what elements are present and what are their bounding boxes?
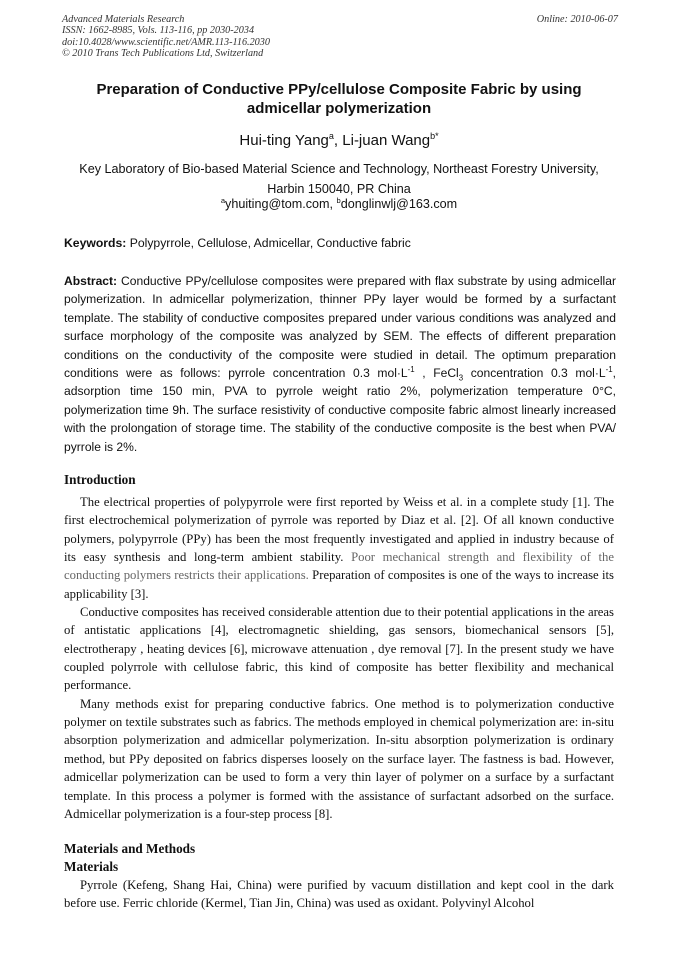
author-separator: , [333, 132, 343, 149]
author-name: Li-juan Wang [342, 132, 431, 149]
issn-line: ISSN: 1662-8985, Vols. 113-116, pp 2030-2034 [62, 25, 255, 37]
abstract-text: concentration 0.3 mol·L [463, 366, 606, 381]
author-list [64, 131, 614, 151]
email-separator: , [329, 197, 337, 211]
online-date: Online: 2010-06-07 [536, 14, 618, 25]
email-link[interactable]: yhuiting@tom.com [225, 197, 330, 211]
introduction-body [64, 493, 614, 823]
abstract-text: , adsorption time 150 min, PVA to pyrrole weight ratio 2%, polymerization temperature 0°C, polymerization time 9h. The surface resistivity of conductive composite fabric almost linearly increased with the prolongation of storage time. The stability of the conductive composite is the best when PVA/ pyrrole is 2%. [64, 366, 616, 454]
introduction-heading: Introduction [64, 472, 136, 487]
methods-heading: Materials and Methods [64, 841, 196, 856]
author-emails [64, 195, 614, 214]
author-affiliation-mark: a [328, 131, 334, 141]
paragraph-text: Preparation of composites is one of the ways to increase its applicability [3]. [64, 568, 614, 601]
paragraph: Conductive composites has received considerable attention due to their potential applications in the areas of antistatic applications [4], electromagnetic shielding, gas sensors, biomechanical sensors [5], electrotherapy , heating devices [6], microwave attenuation , dye removal [7]. In the present study we have coupled polyrrole with cellulose fabric, this kind of composite has better flexibility and mechanical performance. [64, 605, 614, 693]
paragraph-text: The electrical properties of polypyrrole were first reported by Weiss et al. in a complete study [1]. The first electrochemical polymerization of pyrrole was reported by Diaz et al. [2]. Of all known conductive polymers, polypyrrole (PPy) has been the most frequently investigated and applied in industry because of its easy synthesis and long-term ambient stability. [64, 495, 614, 565]
affiliation-line: Key Laboratory of Bio-based Material Science and Technology, Northeast Forestry University, [79, 162, 599, 176]
abstract-superscript: -1 [605, 365, 613, 374]
materials-subheading: Materials [64, 859, 119, 874]
doi-line: doi:10.4028/www.scientific.net/AMR.113-116.2030 [62, 36, 270, 48]
email-mark: a [220, 195, 226, 205]
materials-body [64, 876, 614, 913]
keywords-text: Polypyrrole, Cellulose, Admicellar, Conductive fabric [129, 236, 411, 250]
keywords-label: Keywords: [64, 236, 127, 250]
abstract-label: Abstract: [64, 274, 118, 288]
affiliation [64, 160, 614, 199]
paragraph [64, 493, 614, 603]
email-mark: b [336, 195, 341, 205]
abstract-block [64, 272, 616, 456]
affiliation-line: Harbin 150040, PR China [267, 181, 411, 196]
paper-title: Preparation of Conductive PPy/cellulose Composite Fabric by using admicellar polymerization [96, 81, 582, 117]
author-affiliation-mark: b* [430, 131, 439, 141]
keywords-block [64, 234, 616, 252]
abstract-superscript: -1 [407, 365, 415, 374]
author-name: Hui-ting Yang [239, 132, 329, 149]
copyright-line: © 2010 Trans Tech Publications Ltd, Switzerland [62, 48, 264, 60]
abstract-subscript: 3 [458, 373, 464, 383]
journal-name: Advanced Materials Research [62, 14, 185, 25]
paragraph: Pyrrole (Kefeng, Shang Hai, China) were purified by vacuum distillation and kept cool in the dark before use. Ferric chloride (Kermel, Tian Jin, China) was used as oxidant. Polyvinyl Alcohol [64, 878, 614, 911]
abstract-text: Conductive PPy/cellulose composites were prepared with flax substrate by using admicellar polymerization. In admicellar polymerization, thinner PPy layer would be formed by a surfactant template. The stability of conductive composites prepared under various conditions was analyzed and surface morphology of the composite was analyzed by SEM. The effects of different preparation conditions on the conductivity of the composite were studied in detail. The optimum preparation conditions were as follows: pyrrole concentration 0.3 mol·L [64, 274, 616, 381]
paragraph-text: Poor mechanical strength and flexibility of the conducting polymers restricts their applications. [64, 550, 614, 583]
abstract-text: , FeCl [414, 366, 459, 381]
paragraph: Many methods exist for preparing conductive fabrics. One method is to polymerization conductive polymer on textile substrates such as fabrics. The methods employed in chemical polymerization are: in-situ absorption polymerization and admicellar polymerization. In-situ absorption polymerization is ordinary method, but PPy deposited on fabrics disperses loosely on the surface layer. The fastness is bad. However, admicellar polymerization can be used to form a very thin layer of polymer on a surface by a surfactant template. In this process a polymer is formed with the assistance of surfactant adsorbed on the surface. Admicellar polymerization is a four-step process [8]. [64, 696, 614, 821]
journal-header [62, 14, 618, 60]
email-link[interactable]: donglinwlj@163.com [340, 197, 458, 211]
